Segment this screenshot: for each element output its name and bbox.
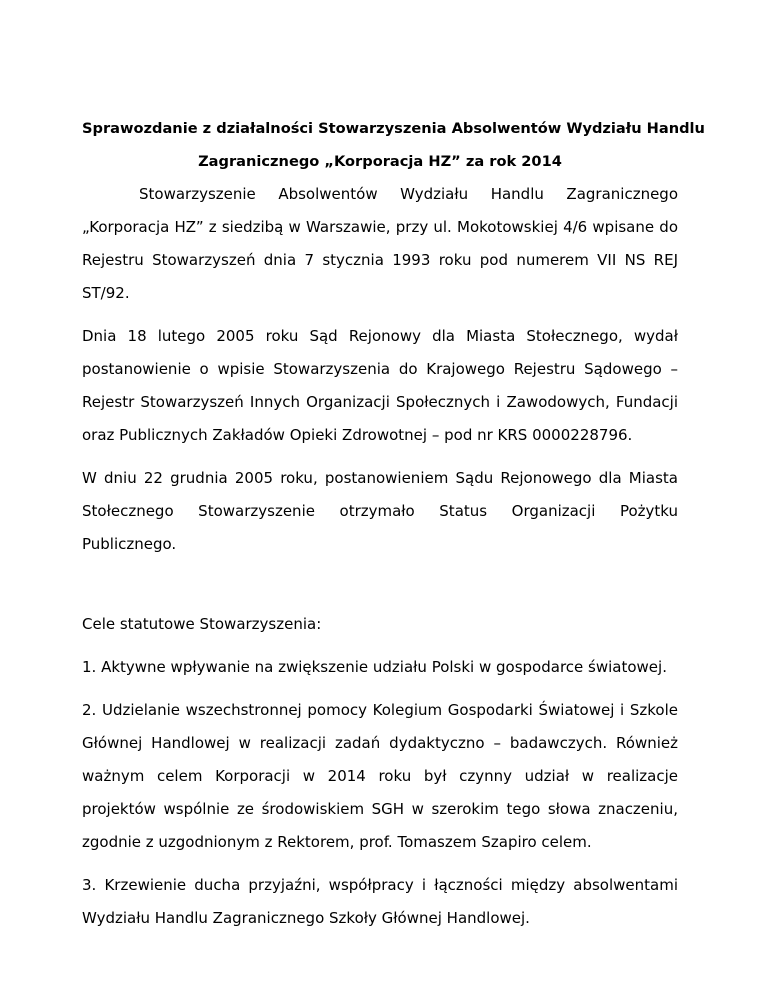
title-line-1: Sprawozdanie z działalności Stowarzyszenia Absolwentów Wydziału Handlu [82, 120, 705, 137]
intro-paragraph: Stowarzyszenie Absolwentów Wydziału Handlu Zagranicznego „Korporacja HZ” z siedzibą w Warszawie, przy ul. Mokotowskiej 4/6 wpisane do Rejestru Stowarzyszeń dnia 7 stycznia 1993 roku pod numerem VII NS REJ ST/92. [82, 185, 678, 302]
title-line-2: Zagranicznego „Korporacja HZ” za rok 2014 [198, 153, 562, 170]
document-title [82, 112, 705, 178]
goal-item-2: 2. Udzielanie wszechstronnej pomocy Kolegium Gospodarki Światowej i Szkole Głównej Handlowej w realizacji zadań dydaktyczno – badawczych. Również ważnym celem Korporacji w 2014 roku był czynny udział w realizacje projektów wspólnie ze środowiskiem SGH w szerokim tego słowa znaczeniu, zgodnie z uzgodnionym z Rektorem, prof. Tomaszem Szapiro celem. [82, 701, 678, 851]
opp-paragraph: W dniu 22 grudnia 2005 roku, postanowieniem Sądu Rejonowego dla Miasta Stołecznego Stowarzyszenie otrzymało Status Organizacji Pożytku Publicznego. [82, 469, 678, 553]
document-body [82, 112, 705, 935]
goal-item-3: 3. Krzewienie ducha przyjaźni, współpracy i łączności między absolwentami Wydziału Handlu Zagranicznego Szkoły Głównej Handlowej. [82, 876, 678, 927]
goals-heading: Cele statutowe Stowarzyszenia: [82, 615, 322, 633]
goal-item-1: 1. Aktywne wpływanie na zwiększenie udziału Polski w gospodarce światowej. [82, 658, 667, 676]
krs-paragraph: Dnia 18 lutego 2005 roku Sąd Rejonowy dla Miasta Stołecznego, wydał postanowienie o wpisie Stowarzyszenia do Krajowego Rejestru Sądowego – Rejestr Stowarzyszeń Innych Organizacji Społecznych i Zawodowych, Fundacji oraz Publicznych Zakładów Opieki Zdrowotnej – pod nr KRS 0000228796. [82, 327, 678, 444]
